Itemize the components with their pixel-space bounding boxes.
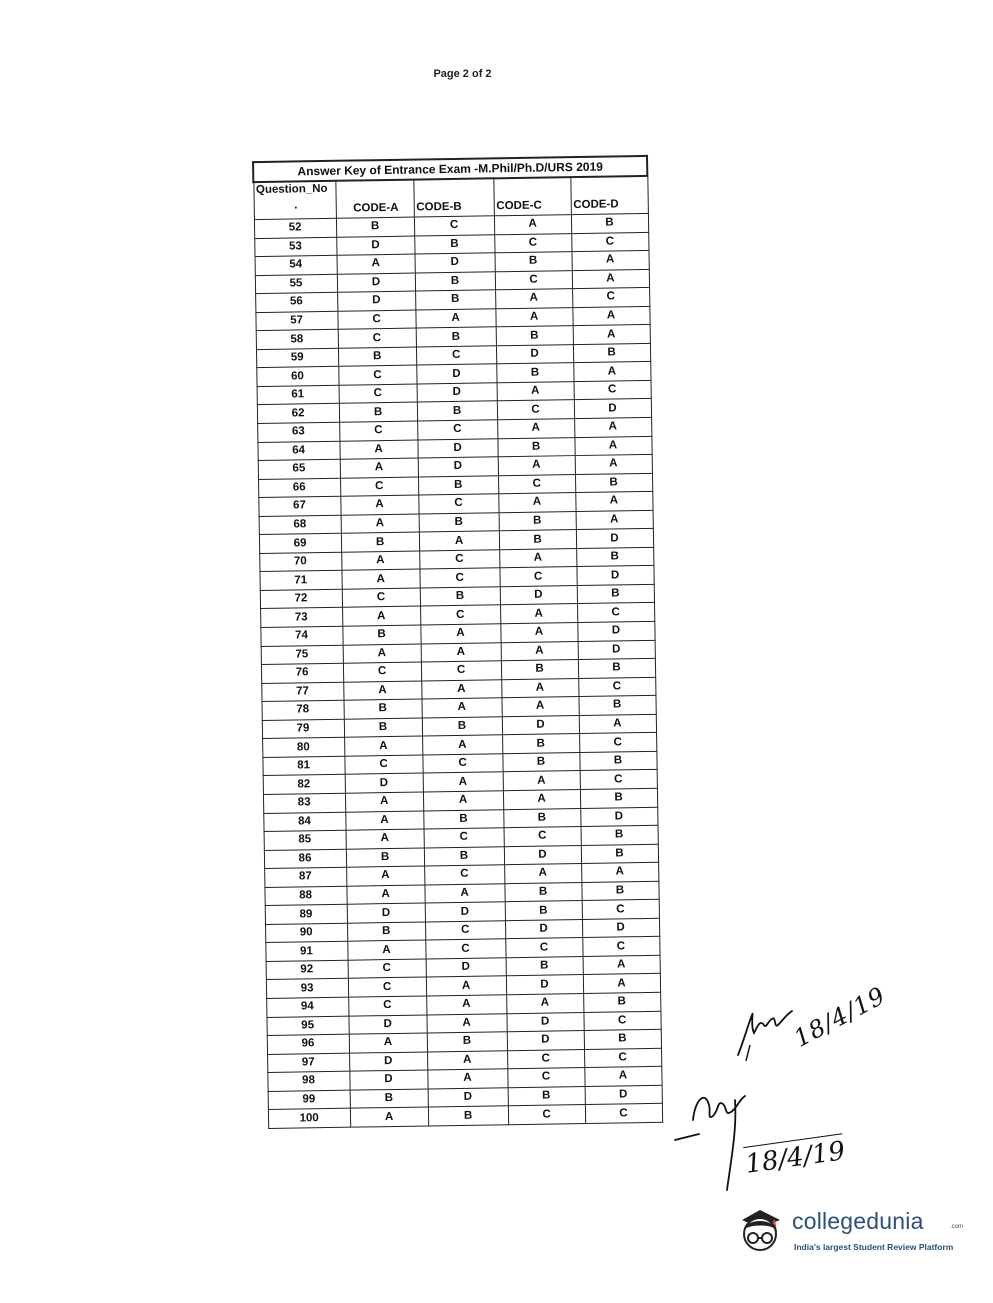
code-a-cell: B bbox=[339, 403, 417, 423]
code-c-cell: B bbox=[499, 530, 576, 550]
question-number-cell: 76 bbox=[261, 663, 343, 683]
question-number-cell: 78 bbox=[262, 700, 344, 720]
code-c-cell: D bbox=[500, 585, 577, 605]
code-a-cell: A bbox=[345, 810, 423, 830]
code-d-cell: B bbox=[577, 584, 654, 604]
code-c-cell: C bbox=[495, 270, 572, 290]
question-number-cell: 98 bbox=[267, 1071, 349, 1091]
code-d-cell: C bbox=[579, 733, 656, 753]
logo-wordmark: collegedunia bbox=[792, 1208, 924, 1234]
code-b-cell: C bbox=[424, 865, 504, 885]
question-number-cell: 61 bbox=[257, 385, 339, 405]
mascot-icon bbox=[732, 1198, 790, 1256]
code-b-cell: B bbox=[418, 475, 498, 495]
page-header: Page 2 of 2 bbox=[433, 68, 492, 80]
code-b-cell: B bbox=[422, 717, 502, 737]
question-number-cell: 66 bbox=[258, 478, 340, 498]
question-number-cell: 57 bbox=[255, 311, 337, 331]
code-b-cell: A bbox=[423, 791, 503, 811]
code-d-cell: A bbox=[575, 492, 652, 512]
code-a-cell: B bbox=[350, 1089, 428, 1109]
code-c-cell: A bbox=[495, 307, 572, 327]
code-a-cell: A bbox=[342, 569, 420, 589]
code-d-cell: A bbox=[573, 362, 650, 382]
code-c-cell: B bbox=[506, 956, 583, 976]
code-a-cell: C bbox=[344, 755, 422, 775]
answer-key-table bbox=[252, 155, 663, 1129]
code-a-cell: D bbox=[349, 1014, 427, 1034]
code-d-cell: A bbox=[584, 1066, 661, 1086]
code-c-cell: A bbox=[498, 456, 575, 476]
code-a-cell: B bbox=[347, 922, 425, 942]
code-c-cell: A bbox=[494, 215, 571, 235]
question-number-cell: 62 bbox=[257, 404, 339, 424]
code-b-cell: A bbox=[426, 995, 506, 1015]
code-d-cell: A bbox=[583, 955, 660, 975]
question-number-cell: 55 bbox=[255, 274, 337, 294]
question-number-cell: 63 bbox=[257, 422, 339, 442]
code-d-cell: C bbox=[585, 1104, 662, 1124]
code-d-cell: A bbox=[573, 325, 650, 345]
code-c-cell: C bbox=[497, 400, 574, 420]
code-d-cell: C bbox=[582, 900, 659, 920]
code-a-cell: D bbox=[349, 1070, 427, 1090]
code-a-cell: A bbox=[342, 607, 420, 627]
code-d-cell: C bbox=[583, 1011, 660, 1031]
code-b-cell: C bbox=[421, 661, 501, 681]
code-d-cell: D bbox=[580, 807, 657, 827]
question-number-cell: 81 bbox=[262, 756, 344, 776]
code-b-cell: A bbox=[421, 679, 501, 699]
question-number-cell: 70 bbox=[259, 552, 341, 572]
code-c-cell: D bbox=[507, 1012, 584, 1032]
question-number-cell: 86 bbox=[264, 849, 346, 869]
code-c-cell: B bbox=[496, 326, 573, 346]
code-d-cell: B bbox=[578, 658, 655, 678]
code-d-cell: A bbox=[576, 510, 653, 530]
code-c-cell: C bbox=[507, 1049, 584, 1069]
code-b-cell: D bbox=[416, 364, 496, 384]
code-b-cell: D bbox=[418, 457, 498, 477]
code-b-cell: A bbox=[424, 883, 504, 903]
handwritten-date-lower: 18/4/19 bbox=[743, 1133, 847, 1180]
question-number-cell: 100 bbox=[268, 1108, 350, 1128]
code-d-cell: D bbox=[576, 566, 653, 586]
code-c-cell: A bbox=[504, 864, 581, 884]
code-c-cell: D bbox=[506, 975, 583, 995]
code-c-cell: A bbox=[503, 789, 580, 809]
question-number-cell: 71 bbox=[259, 571, 341, 591]
code-c-cell: B bbox=[501, 660, 578, 680]
code-d-cell: B bbox=[581, 881, 658, 901]
code-a-cell: C bbox=[348, 977, 426, 997]
logo-domain-suffix: .com bbox=[950, 1224, 964, 1230]
code-d-cell: D bbox=[585, 1085, 662, 1105]
code-d-cell: A bbox=[581, 862, 658, 882]
code-a-cell: B bbox=[341, 532, 419, 552]
code-a-cell: A bbox=[340, 458, 418, 478]
question-number-cell: 54 bbox=[255, 255, 337, 275]
question-number-cell: 96 bbox=[267, 1034, 349, 1054]
question-number-cell: 88 bbox=[264, 886, 346, 906]
question-number-cell: 93 bbox=[266, 979, 348, 999]
question-number-cell: 68 bbox=[259, 515, 341, 535]
code-c-cell: A bbox=[506, 993, 583, 1013]
question-number-cell: 64 bbox=[257, 441, 339, 461]
code-c-cell: A bbox=[500, 604, 577, 624]
code-a-cell: D bbox=[349, 1052, 427, 1072]
code-d-cell: A bbox=[579, 714, 656, 734]
code-c-cell: A bbox=[501, 641, 578, 661]
code-a-cell: C bbox=[339, 421, 417, 441]
code-b-cell: A bbox=[422, 735, 502, 755]
question-number-cell: 77 bbox=[261, 682, 343, 702]
code-a-cell: A bbox=[347, 940, 425, 960]
question-number-cell: 87 bbox=[264, 867, 346, 887]
code-b-cell: A bbox=[420, 624, 500, 644]
code-b-cell: B bbox=[417, 401, 497, 421]
code-c-cell: A bbox=[495, 289, 572, 309]
question-number-cell: 92 bbox=[266, 960, 348, 980]
question-number-cell: 60 bbox=[256, 367, 338, 387]
code-a-cell: B bbox=[338, 347, 416, 367]
question-number-cell: 65 bbox=[258, 459, 340, 479]
code-a-cell: D bbox=[336, 236, 414, 256]
code-d-cell: A bbox=[572, 306, 649, 326]
code-c-cell: C bbox=[508, 1105, 585, 1125]
code-b-cell: B bbox=[424, 846, 504, 866]
code-a-cell: C bbox=[348, 996, 426, 1016]
code-d-cell: B bbox=[575, 473, 652, 493]
question-number-cell: 84 bbox=[263, 812, 345, 832]
question-number-cell: 67 bbox=[258, 496, 340, 516]
code-b-cell: A bbox=[426, 976, 506, 996]
code-b-cell: C bbox=[425, 939, 505, 959]
code-c-cell: A bbox=[497, 382, 574, 402]
code-d-cell: C bbox=[574, 380, 651, 400]
code-d-cell: B bbox=[581, 825, 658, 845]
code-a-cell: A bbox=[343, 681, 421, 701]
code-b-cell: D bbox=[417, 438, 497, 458]
question-number-cell: 99 bbox=[268, 1090, 350, 1110]
code-d-cell: B bbox=[583, 992, 660, 1012]
code-d-cell: D bbox=[576, 529, 653, 549]
code-d-cell: D bbox=[577, 621, 654, 641]
code-d-cell: C bbox=[572, 288, 649, 308]
code-c-cell: A bbox=[497, 419, 574, 439]
code-a-cell: B bbox=[344, 699, 422, 719]
code-a-header: CODE-A bbox=[335, 180, 414, 219]
code-a-cell: A bbox=[340, 495, 418, 515]
code-c-cell: B bbox=[504, 882, 581, 902]
code-b-cell: D bbox=[426, 958, 506, 978]
code-b-cell: C bbox=[422, 754, 502, 774]
code-b-cell: C bbox=[420, 568, 500, 588]
code-a-cell: A bbox=[350, 1107, 428, 1127]
code-c-cell: A bbox=[502, 697, 579, 717]
code-b-cell: B bbox=[415, 271, 495, 291]
code-c-cell: B bbox=[505, 901, 582, 921]
answer-key-table-wrapper bbox=[252, 155, 663, 1129]
code-d-cell: D bbox=[582, 918, 659, 938]
code-b-cell: B bbox=[420, 587, 500, 607]
code-c-cell: C bbox=[507, 1068, 584, 1088]
code-b-cell: A bbox=[419, 531, 499, 551]
code-d-cell: D bbox=[578, 640, 655, 660]
question-number-cell: 91 bbox=[265, 942, 347, 962]
question-header-label: Question_No bbox=[255, 182, 328, 197]
code-a-cell: D bbox=[345, 773, 423, 793]
code-b-cell: C bbox=[417, 420, 497, 440]
code-c-cell: D bbox=[504, 845, 581, 865]
code-a-cell: C bbox=[343, 662, 421, 682]
question-number-cell: 56 bbox=[255, 292, 337, 312]
question-number-cell: 53 bbox=[254, 237, 336, 257]
collegedunia-logo bbox=[732, 1198, 962, 1258]
code-d-cell: C bbox=[582, 937, 659, 957]
code-a-cell: A bbox=[349, 1033, 427, 1053]
question-number-cell: 94 bbox=[266, 997, 348, 1017]
code-d-cell: A bbox=[574, 417, 651, 437]
code-a-cell: D bbox=[337, 273, 415, 293]
question-header-dot: . bbox=[293, 197, 298, 212]
code-c-cell: A bbox=[501, 678, 578, 698]
code-b-cell: B bbox=[414, 234, 494, 254]
code-a-cell: A bbox=[337, 254, 415, 274]
code-a-cell: C bbox=[339, 384, 417, 404]
code-b-cell: C bbox=[414, 216, 494, 236]
code-d-cell: B bbox=[579, 751, 656, 771]
code-d-cell: A bbox=[583, 974, 660, 994]
handwritten-date-upper: 18/4/19 bbox=[789, 981, 891, 1053]
question-number-cell: 95 bbox=[266, 1016, 348, 1036]
question-number-cell: 80 bbox=[262, 738, 344, 758]
code-a-cell: D bbox=[347, 903, 425, 923]
code-c-cell: A bbox=[498, 493, 575, 513]
question-number-header bbox=[253, 181, 336, 220]
code-d-cell: C bbox=[580, 770, 657, 790]
code-d-cell: B bbox=[578, 696, 655, 716]
code-d-cell: B bbox=[576, 547, 653, 567]
code-d-cell: A bbox=[572, 269, 649, 289]
handwritten-signature-lower bbox=[665, 1060, 815, 1200]
question-number-cell: 58 bbox=[256, 330, 338, 350]
code-b-cell: B bbox=[415, 290, 495, 310]
code-c-cell: B bbox=[502, 734, 579, 754]
code-b-cell: B bbox=[423, 809, 503, 829]
code-b-cell: B bbox=[419, 513, 499, 533]
code-d-cell: C bbox=[571, 232, 648, 252]
code-c-cell: C bbox=[505, 938, 582, 958]
code-a-cell: B bbox=[342, 625, 420, 645]
code-b-cell: C bbox=[424, 828, 504, 848]
code-b-cell: A bbox=[427, 1050, 507, 1070]
code-a-cell: C bbox=[340, 477, 418, 497]
code-c-header: CODE-C bbox=[493, 177, 571, 216]
code-c-cell: B bbox=[499, 511, 576, 531]
code-b-cell: C bbox=[418, 494, 498, 514]
code-a-cell: A bbox=[341, 514, 419, 534]
question-number-cell: 59 bbox=[256, 348, 338, 368]
code-b-cell: B bbox=[416, 327, 496, 347]
code-d-cell: A bbox=[574, 436, 651, 456]
code-a-cell: A bbox=[346, 829, 424, 849]
code-c-cell: C bbox=[498, 474, 575, 494]
code-c-cell: B bbox=[508, 1086, 585, 1106]
code-b-cell: B bbox=[427, 1032, 507, 1052]
code-b-cell: D bbox=[415, 253, 495, 273]
code-b-cell: C bbox=[419, 550, 499, 570]
code-d-cell: A bbox=[572, 250, 649, 270]
code-b-cell: A bbox=[423, 772, 503, 792]
question-number-cell: 79 bbox=[262, 719, 344, 739]
code-c-cell: D bbox=[507, 1031, 584, 1051]
code-b-cell: A bbox=[421, 642, 501, 662]
code-a-cell: C bbox=[342, 588, 420, 608]
code-a-cell: C bbox=[337, 310, 415, 330]
code-a-cell: A bbox=[344, 736, 422, 756]
code-c-cell: B bbox=[502, 752, 579, 772]
code-b-cell: C bbox=[416, 346, 496, 366]
question-number-cell: 52 bbox=[254, 218, 336, 238]
code-d-cell: C bbox=[584, 1048, 661, 1068]
question-number-cell: 74 bbox=[260, 626, 342, 646]
code-b-cell: C bbox=[425, 921, 505, 941]
code-d-cell: C bbox=[577, 603, 654, 623]
code-b-cell: A bbox=[415, 309, 495, 329]
code-c-cell: D bbox=[496, 344, 573, 364]
code-b-cell: A bbox=[422, 698, 502, 718]
code-b-cell: D bbox=[425, 902, 505, 922]
code-b-header: CODE-B bbox=[413, 178, 494, 217]
code-a-cell: A bbox=[345, 792, 423, 812]
code-c-cell: B bbox=[495, 252, 572, 272]
answer-key-body bbox=[254, 213, 662, 1128]
code-a-cell: D bbox=[337, 291, 415, 311]
code-c-cell: C bbox=[500, 567, 577, 587]
code-b-cell: B bbox=[428, 1106, 508, 1126]
code-d-cell: B bbox=[584, 1029, 661, 1049]
code-c-cell: A bbox=[499, 548, 576, 568]
question-number-cell: 82 bbox=[263, 775, 345, 795]
code-a-cell: C bbox=[348, 959, 426, 979]
code-c-cell: B bbox=[503, 808, 580, 828]
question-number-cell: 69 bbox=[259, 534, 341, 554]
code-a-cell: B bbox=[346, 848, 424, 868]
code-a-cell: C bbox=[338, 365, 416, 385]
code-c-cell: B bbox=[496, 363, 573, 383]
code-a-cell: A bbox=[343, 644, 421, 664]
logo-tagline: India's largest Student Review Platform bbox=[794, 1242, 954, 1252]
code-b-cell: C bbox=[420, 605, 500, 625]
table-title: Answer Key of Entrance Exam -M.Phil/Ph.D/URS 2019 bbox=[253, 156, 647, 182]
code-a-cell: A bbox=[341, 551, 419, 571]
code-c-cell: A bbox=[503, 771, 580, 791]
code-c-cell: C bbox=[494, 233, 571, 253]
question-number-cell: 97 bbox=[267, 1053, 349, 1073]
question-number-cell: 89 bbox=[265, 904, 347, 924]
code-c-cell: B bbox=[498, 437, 575, 457]
code-a-cell: B bbox=[344, 718, 422, 738]
code-b-cell: A bbox=[427, 1069, 507, 1089]
code-a-cell: A bbox=[347, 885, 425, 905]
code-d-header: CODE-D bbox=[570, 176, 648, 215]
code-d-cell: A bbox=[575, 454, 652, 474]
code-d-cell: B bbox=[573, 343, 650, 363]
code-a-cell: A bbox=[346, 866, 424, 886]
code-d-cell: C bbox=[578, 677, 655, 697]
code-a-cell: A bbox=[340, 440, 418, 460]
question-number-cell: 85 bbox=[264, 830, 346, 850]
code-c-cell: C bbox=[504, 827, 581, 847]
code-c-cell: A bbox=[500, 623, 577, 643]
code-d-cell: B bbox=[571, 213, 648, 233]
code-b-cell: D bbox=[428, 1087, 508, 1107]
question-number-cell: 83 bbox=[263, 793, 345, 813]
code-c-cell: D bbox=[505, 919, 582, 939]
question-number-cell: 73 bbox=[260, 608, 342, 628]
question-number-cell: 72 bbox=[260, 589, 342, 609]
question-number-cell: 75 bbox=[261, 645, 343, 665]
code-b-cell: A bbox=[427, 1013, 507, 1033]
code-d-cell: B bbox=[581, 844, 658, 864]
code-c-cell: D bbox=[502, 715, 579, 735]
code-d-cell: D bbox=[574, 399, 651, 419]
code-d-cell: B bbox=[580, 788, 657, 808]
code-b-cell: D bbox=[417, 383, 497, 403]
code-a-cell: B bbox=[336, 217, 414, 237]
question-number-cell: 90 bbox=[265, 923, 347, 943]
code-a-cell: C bbox=[338, 328, 416, 348]
